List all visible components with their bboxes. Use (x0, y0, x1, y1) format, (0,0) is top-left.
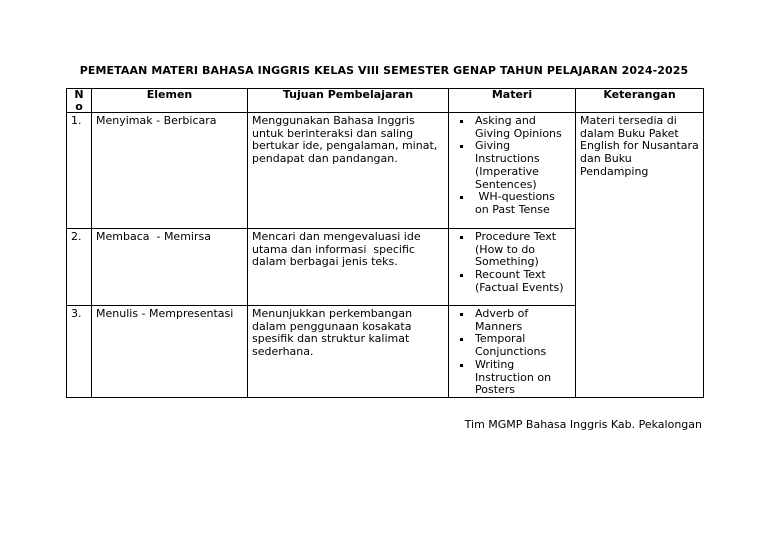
cell-tujuan: Menunjukkan perkembangan dalam penggunaan kosakata spesifik dan struktur kalimat sederhana. (248, 306, 449, 398)
document-title: PEMETAAN MATERI BAHASA INGGRIS KELAS VIII SEMESTER GENAP TAHUN PELAJARAN 2024-2025 (79, 64, 689, 77)
cell-materi (449, 229, 576, 306)
materi-item: Adverb of Manners (475, 308, 571, 333)
materi-item: WH-questions on Past Tense (475, 191, 571, 216)
header-no-line-1: N (74, 88, 84, 101)
cell-materi (449, 306, 576, 398)
cell-elemen: Membaca - Memirsa (92, 229, 248, 306)
materi-list (453, 308, 571, 397)
footer-signature: Tim MGMP Bahasa Inggris Kab. Pekalongan (464, 418, 702, 431)
cell-no: 3. (67, 306, 92, 398)
header-no-line-2: o (75, 99, 83, 113)
table-row (67, 113, 704, 229)
materi-item: Recount Text (Factual Events) (475, 269, 571, 294)
materi-item: Procedure Text (How to do Something) (475, 231, 571, 269)
header-keterangan: Keterangan (576, 89, 704, 113)
materi-item: Asking and Giving Opinions (475, 115, 571, 140)
materi-list (453, 231, 571, 295)
materi-item: Writing Instruction on Posters (475, 359, 571, 397)
cell-keterangan: Materi tersedia di dalam Buku Paket English for Nusantara dan Buku Pendamping (576, 113, 704, 398)
cell-elemen: Menulis - Mempresentasi (92, 306, 248, 398)
header-materi: Materi (449, 89, 576, 113)
cell-tujuan: Mencari dan mengevaluasi ide utama dan informasi specific dalam berbagai jenis teks. (248, 229, 449, 306)
cell-no: 1. (67, 113, 92, 229)
header-tujuan: Tujuan Pembelajaran (248, 89, 449, 113)
table-header-row (67, 89, 704, 113)
materi-item: Giving Instructions (Imperative Sentences) (475, 140, 571, 191)
cell-materi (449, 113, 576, 229)
cell-no: 2. (67, 229, 92, 306)
cell-elemen: Menyimak - Berbicara (92, 113, 248, 229)
materi-table (66, 88, 704, 398)
cell-tujuan: Menggunakan Bahasa Inggris untuk berinteraksi dan saling bertukar ide, pengalaman, minat, pendapat dan pandangan. (248, 113, 449, 229)
header-elemen: Elemen (92, 89, 248, 113)
materi-item: Temporal Conjunctions (475, 333, 571, 358)
materi-list (453, 115, 571, 217)
header-no (67, 89, 92, 113)
